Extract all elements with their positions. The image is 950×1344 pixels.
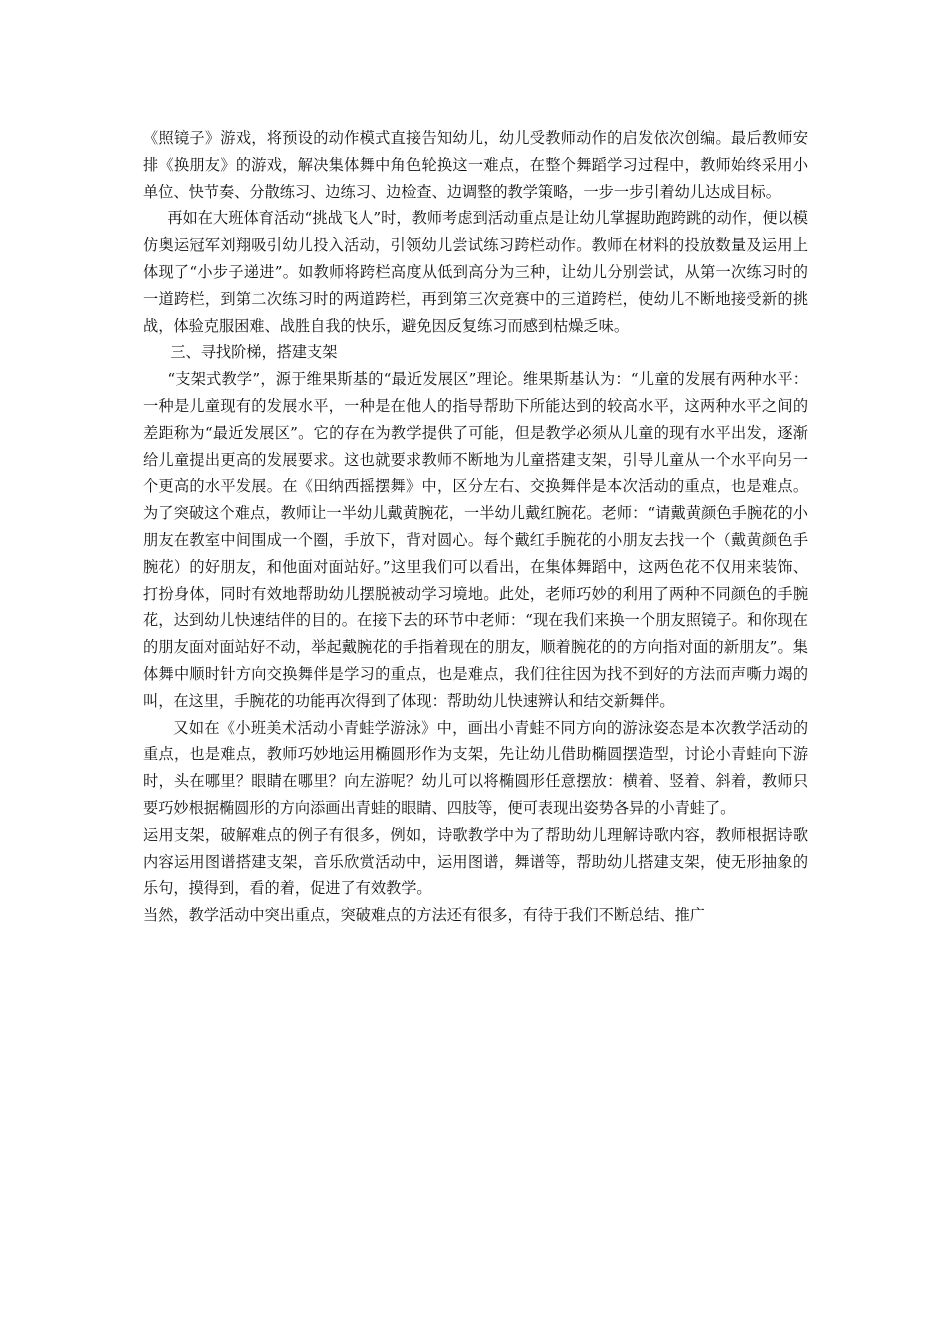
paragraph-sports-activity: 再如在大班体育活动“挑战飞人”时，教师考虑到活动重点是让幼儿掌握助跑跨跳的动作，便以模仿奥运冠军刘翔吸引幼儿投入活动，引领幼儿尝试练习跨栏动作。教师在材料的投放数量及运用上体现了“小步子递进”。如教师将跨栏高度从低到高分为三种，让幼儿分别尝试，从第一次练习时的一道跨栏，到第二次练习时的两道跨栏，再到第三次竞赛中的三道跨栏，使幼儿不断地接受新的挑战，体验克服困难、战胜自我的快乐，避免因反复练习而感到枯燥乏味。 xyxy=(143,209,808,335)
paragraph-frog-art-activity: 又如在《小班美术活动小青蛙学游泳》中，画出小青蛙不同方向的游泳姿态是本次教学活动的重点，也是难点，教师巧妙地运用椭圆形作为支架，先让幼儿借助椭圆摆造型，讨论小青蛙向下游时，头在哪里？眼睛在哪里？向左游呢？幼儿可以将椭圆形任意摆放：横着、竖着、斜着，教师只要巧妙根据椭圆形的方向添画出青蛙的眼睛、四肢等，便可表现出姿势各异的小青蛙了。 xyxy=(143,718,808,817)
paragraph-conclusion: 当然，教学活动中突出重点，突破难点的方法还有很多，有待于我们不断总结、推广 xyxy=(143,906,705,925)
paragraph-mirror-game: 《照镜子》游戏，将预设的动作模式直接告知幼儿，幼儿受教师动作的启发依次创编。最后教师安排《换朋友》的游戏，解决集体舞中角色轮换这一难点，在整个舞蹈学习过程中，教师始终采用小单位、快节奏、分散练习、边练习、边检查、边调整的教学策略，一步一步引着幼儿达成目标。 xyxy=(143,129,808,201)
paragraph-scaffolding-theory: “支架式教学”，源于维果斯基的“最近发展区”理论。维果斯基认为：“儿童的发展有两种水平：一种是儿童现有的发展水平，一种是在他人的指导帮助下所能达到的较高水平，这两种水平之间的差距称为“最近发展区”。它的存在为教学提供了可能，但是教学必须从儿童的现有水平出发，逐渐给儿童提出更高的发展要求。这也就要求教师不断地为儿童搭建支架，引导儿童从一个水平向另一个更高的水平发展。在《田纳西摇摆舞》中，区分左右、交换舞伴是本次活动的重点，也是难点。为了突破这个难点，教师让一半幼儿戴黄腕花，一半幼儿戴红腕花。老师：“请戴黄颜色手腕花的小朋友在教室中间围成一个圈，手放下，背对圆心。每个戴红手腕花的小朋友去找一个（戴黄颜色手腕花）的好朋友，和他面对面站好。”这里我们可以看出，在集体舞蹈中，这两色花不仅用来装饰、打扮身体，同时有效地帮助幼儿摆脱被动学习境地。此处，老师巧妙的利用了两种不同颜色的手腕花，达到幼儿快速结伴的目的。在接下去的环节中老师：“现在我们来换一个朋友照镜子。和你现在的朋友面对面站好不动，举起戴腕花的手指着现在的朋友，顺着腕花的的方向指对面的新朋友”。集体舞中顺时针方向交换舞伴是学习的重点，也是难点，我们往往因为找不到好的方法而声嘶力竭的叫，在这里，手腕花的功能再次得到了体现：帮助幼儿快速辨认和结交新舞伴。 xyxy=(143,370,808,710)
section-heading-scaffolding: 三、寻找阶梯，搭建支架 xyxy=(170,343,338,362)
paragraph-scaffold-examples: 运用支架，破解难点的例子有很多，例如，诗歌教学中为了帮助幼儿理解诗歌内容，教师根据诗歌内容运用图谱搭建支架，音乐欣赏活动中，运用图谱，舞谱等，帮助幼儿搭建支架，使无形抽象的乐句，摸得到，看的着，促进了有效教学。 xyxy=(143,825,808,898)
document-body xyxy=(143,125,808,929)
